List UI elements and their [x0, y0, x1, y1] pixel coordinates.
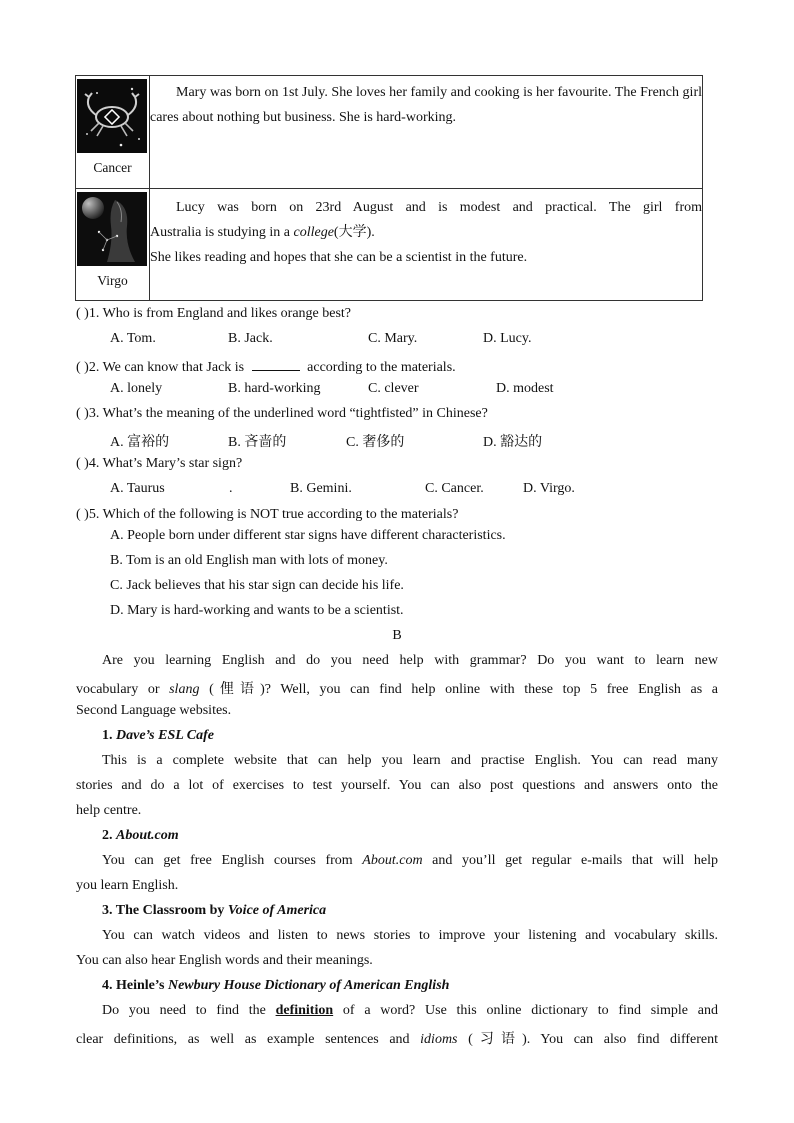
- q3-option-a[interactable]: A. 富裕的: [110, 435, 170, 450]
- website-1-line-3: help centre.: [76, 803, 142, 818]
- virgo-maiden-icon: [77, 192, 147, 266]
- sign-image-cell: [76, 76, 150, 189]
- website-3-line-1: You can watch videos and listen to news stories to improve your listening and vocabulary skills.: [102, 928, 718, 943]
- website-4-line-1: Do you need to find the definition of a word? Use this online dictionary to find simple and: [102, 1003, 718, 1018]
- website-4-heading: 4. Heinle’s Newbury House Dictionary of American English: [102, 978, 450, 993]
- q4-option-a[interactable]: A. Taurus: [110, 481, 165, 496]
- q4-option-c[interactable]: C. Cancer.: [425, 481, 484, 496]
- q2-option-d[interactable]: D. modest: [496, 381, 554, 396]
- q5-option-d[interactable]: D. Mary is hard-working and wants to be a scientist.: [110, 603, 404, 618]
- q1-option-d[interactable]: D. Lucy.: [483, 331, 532, 346]
- sign-image-cell: [76, 189, 150, 301]
- sign-row-cancer: [76, 76, 703, 189]
- q4-stray-dot: .: [229, 481, 233, 496]
- q3-option-c[interactable]: C. 奢侈的: [346, 435, 405, 450]
- question-5: ( )5. Which of the following is NOT true according to the materials?: [76, 507, 459, 522]
- sign-description: [150, 76, 703, 189]
- q5-option-a[interactable]: A. People born under different star signs have different characteristics.: [110, 528, 506, 543]
- answer-blank: [252, 356, 300, 371]
- intro-line-1: Are you learning English and do you need help with grammar? Do you want to learn new: [102, 653, 718, 668]
- sign-description: [150, 189, 703, 301]
- website-2-line-1: You can get free English courses from About.com and you’ll get regular e-mails that will help: [102, 853, 718, 868]
- intro-line-2: vocabulary or slang (俚语)? Well, you can find help online with these top 5 free English as a: [76, 682, 719, 697]
- q4-option-b[interactable]: B. Gemini.: [290, 481, 352, 496]
- sign-row-virgo: [76, 189, 703, 301]
- website-4-line-2: clear definitions, as well as example sentences and idioms (习语). You can also find different: [76, 1032, 718, 1047]
- q5-option-b[interactable]: B. Tom is an old English man with lots of money.: [110, 553, 388, 568]
- q3-option-d[interactable]: D. 豁达的: [483, 435, 543, 450]
- q5-option-c[interactable]: C. Jack believes that his star sign can decide his life.: [110, 578, 404, 593]
- website-1-line-1: This is a complete website that can help you learn and practise English. You can read many: [102, 753, 718, 768]
- virgo-line-2: Australia is studying in a college(大学).: [150, 225, 375, 240]
- sign-name: Virgo: [97, 273, 128, 288]
- q2-option-c[interactable]: C. clever: [368, 381, 419, 396]
- virgo-line-3: She likes reading and hopes that she can be a scientist in the future.: [150, 250, 528, 265]
- q1-option-a[interactable]: A. Tom.: [110, 331, 156, 346]
- sign-name: Cancer: [93, 160, 132, 175]
- q1-option-b[interactable]: B. Jack.: [228, 331, 273, 346]
- website-2-line-2: you learn English.: [76, 878, 179, 893]
- website-1-heading: 1. Dave’s ESL Cafe: [102, 728, 214, 743]
- website-3-heading: 3. The Classroom by Voice of America: [102, 903, 327, 918]
- q4-option-d[interactable]: D. Virgo.: [523, 481, 575, 496]
- q2-option-b[interactable]: B. hard-working: [228, 381, 321, 396]
- intro-line-3: Second Language websites.: [76, 703, 232, 718]
- question-3: ( )3. What’s the meaning of the underlined word “tightfisted” in Chinese?: [76, 406, 488, 421]
- cancer-text: Mary was born on 1st July. She loves her family and cooking is her favourite. The French girl cares about nothing but business. She is hard-working.: [150, 85, 702, 125]
- question-2: ( )2. We can know that Jack is according to the materials.: [76, 356, 456, 376]
- q3-option-b[interactable]: B. 吝啬的: [228, 435, 287, 450]
- cancer-crab-icon: [77, 79, 147, 153]
- question-4: ( )4. What’s Mary’s star sign?: [76, 456, 243, 471]
- star-sign-table: [75, 75, 703, 301]
- virgo-line-1: Lucy was born on 23rd August and is modest and practical. The girl from: [176, 200, 702, 215]
- q2-option-a[interactable]: A. lonely: [110, 381, 163, 396]
- question-1: ( )1. Who is from England and likes orange best?: [76, 306, 352, 321]
- section-b-label: B: [392, 628, 402, 643]
- website-2-heading: 2. About.com: [102, 828, 179, 843]
- q1-option-c[interactable]: C. Mary.: [368, 331, 418, 346]
- website-3-line-2: You can also hear English words and their meanings.: [76, 953, 373, 968]
- underlined-word: definition: [275, 1003, 334, 1018]
- website-1-line-2: stories and do a lot of exercises to test yourself. You can also post questions and answers onto the: [76, 778, 718, 793]
